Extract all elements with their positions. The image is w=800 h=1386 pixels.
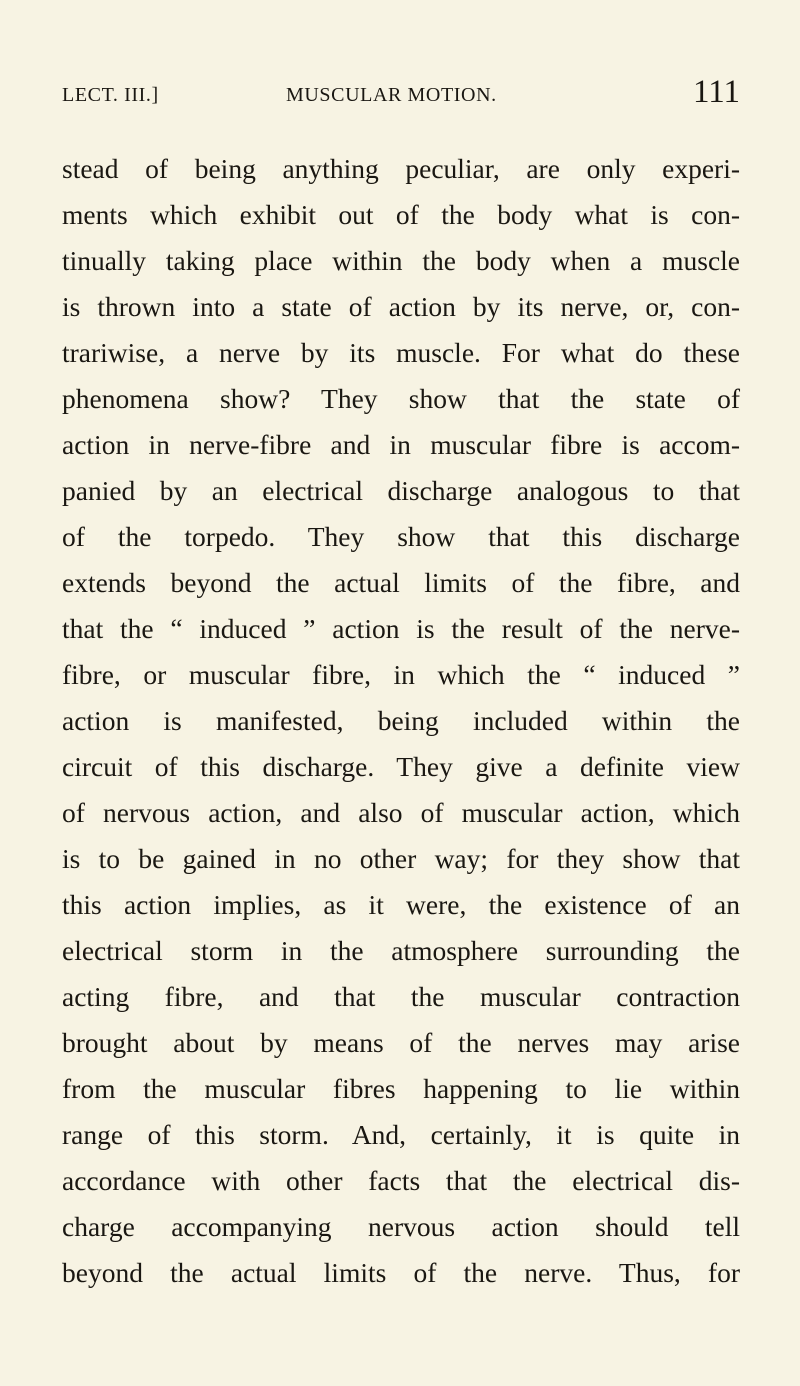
- body-text: [62, 146, 740, 1296]
- text-line: ments which exhibit out of the body what is con-: [62, 199, 740, 230]
- text-line: charge accompanying nervous action should tell: [62, 1211, 740, 1242]
- text-line: accordance with other facts that the electrical dis-: [62, 1165, 740, 1196]
- page-number: 111: [692, 74, 740, 110]
- text-line: action in nerve-fibre and in muscular fibre is accom-: [62, 429, 740, 460]
- text-line: panied by an electrical discharge analogous to that: [62, 475, 740, 506]
- text-line: circuit of this discharge. They give a definite view: [62, 751, 740, 782]
- text-line: stead of being anything peculiar, are only experi-: [62, 153, 740, 184]
- text-line: brought about by means of the nerves may arise: [62, 1027, 740, 1058]
- running-header: [62, 74, 740, 124]
- text-line: is thrown into a state of action by its nerve, or, con-: [62, 291, 740, 322]
- text-line: acting fibre, and that the muscular contraction: [62, 981, 740, 1012]
- text-line: tinually taking place within the body when a muscle: [62, 245, 740, 276]
- text-line: action is manifested, being included within the: [62, 705, 740, 736]
- text-line: this action implies, as it were, the existence of an: [62, 889, 740, 920]
- text-line: of nervous action, and also of muscular action, which: [62, 797, 740, 828]
- text-line: phenomena show? They show that the state of: [62, 383, 740, 414]
- text-line: fibre, or muscular fibre, in which the “ induced ”: [62, 659, 740, 690]
- lecture-label: LECT. III.]: [62, 84, 159, 106]
- text-line: of the torpedo. They show that this discharge: [62, 521, 740, 552]
- text-line: from the muscular fibres happening to lie within: [62, 1073, 740, 1104]
- text-line: beyond the actual limits of the nerve. Thus, for: [62, 1257, 740, 1288]
- text-line: trariwise, a nerve by its muscle. For what do these: [62, 337, 740, 368]
- text-line: extends beyond the actual limits of the fibre, and: [62, 567, 740, 598]
- text-line: that the “ induced ” action is the result of the nerve-: [62, 613, 740, 644]
- text-line: electrical storm in the atmosphere surrounding the: [62, 935, 740, 966]
- chapter-title: MUSCULAR MOTION.: [286, 84, 497, 106]
- text-line: is to be gained in no other way; for they show that: [62, 843, 740, 874]
- text-line: range of this storm. And, certainly, it is quite in: [62, 1119, 740, 1150]
